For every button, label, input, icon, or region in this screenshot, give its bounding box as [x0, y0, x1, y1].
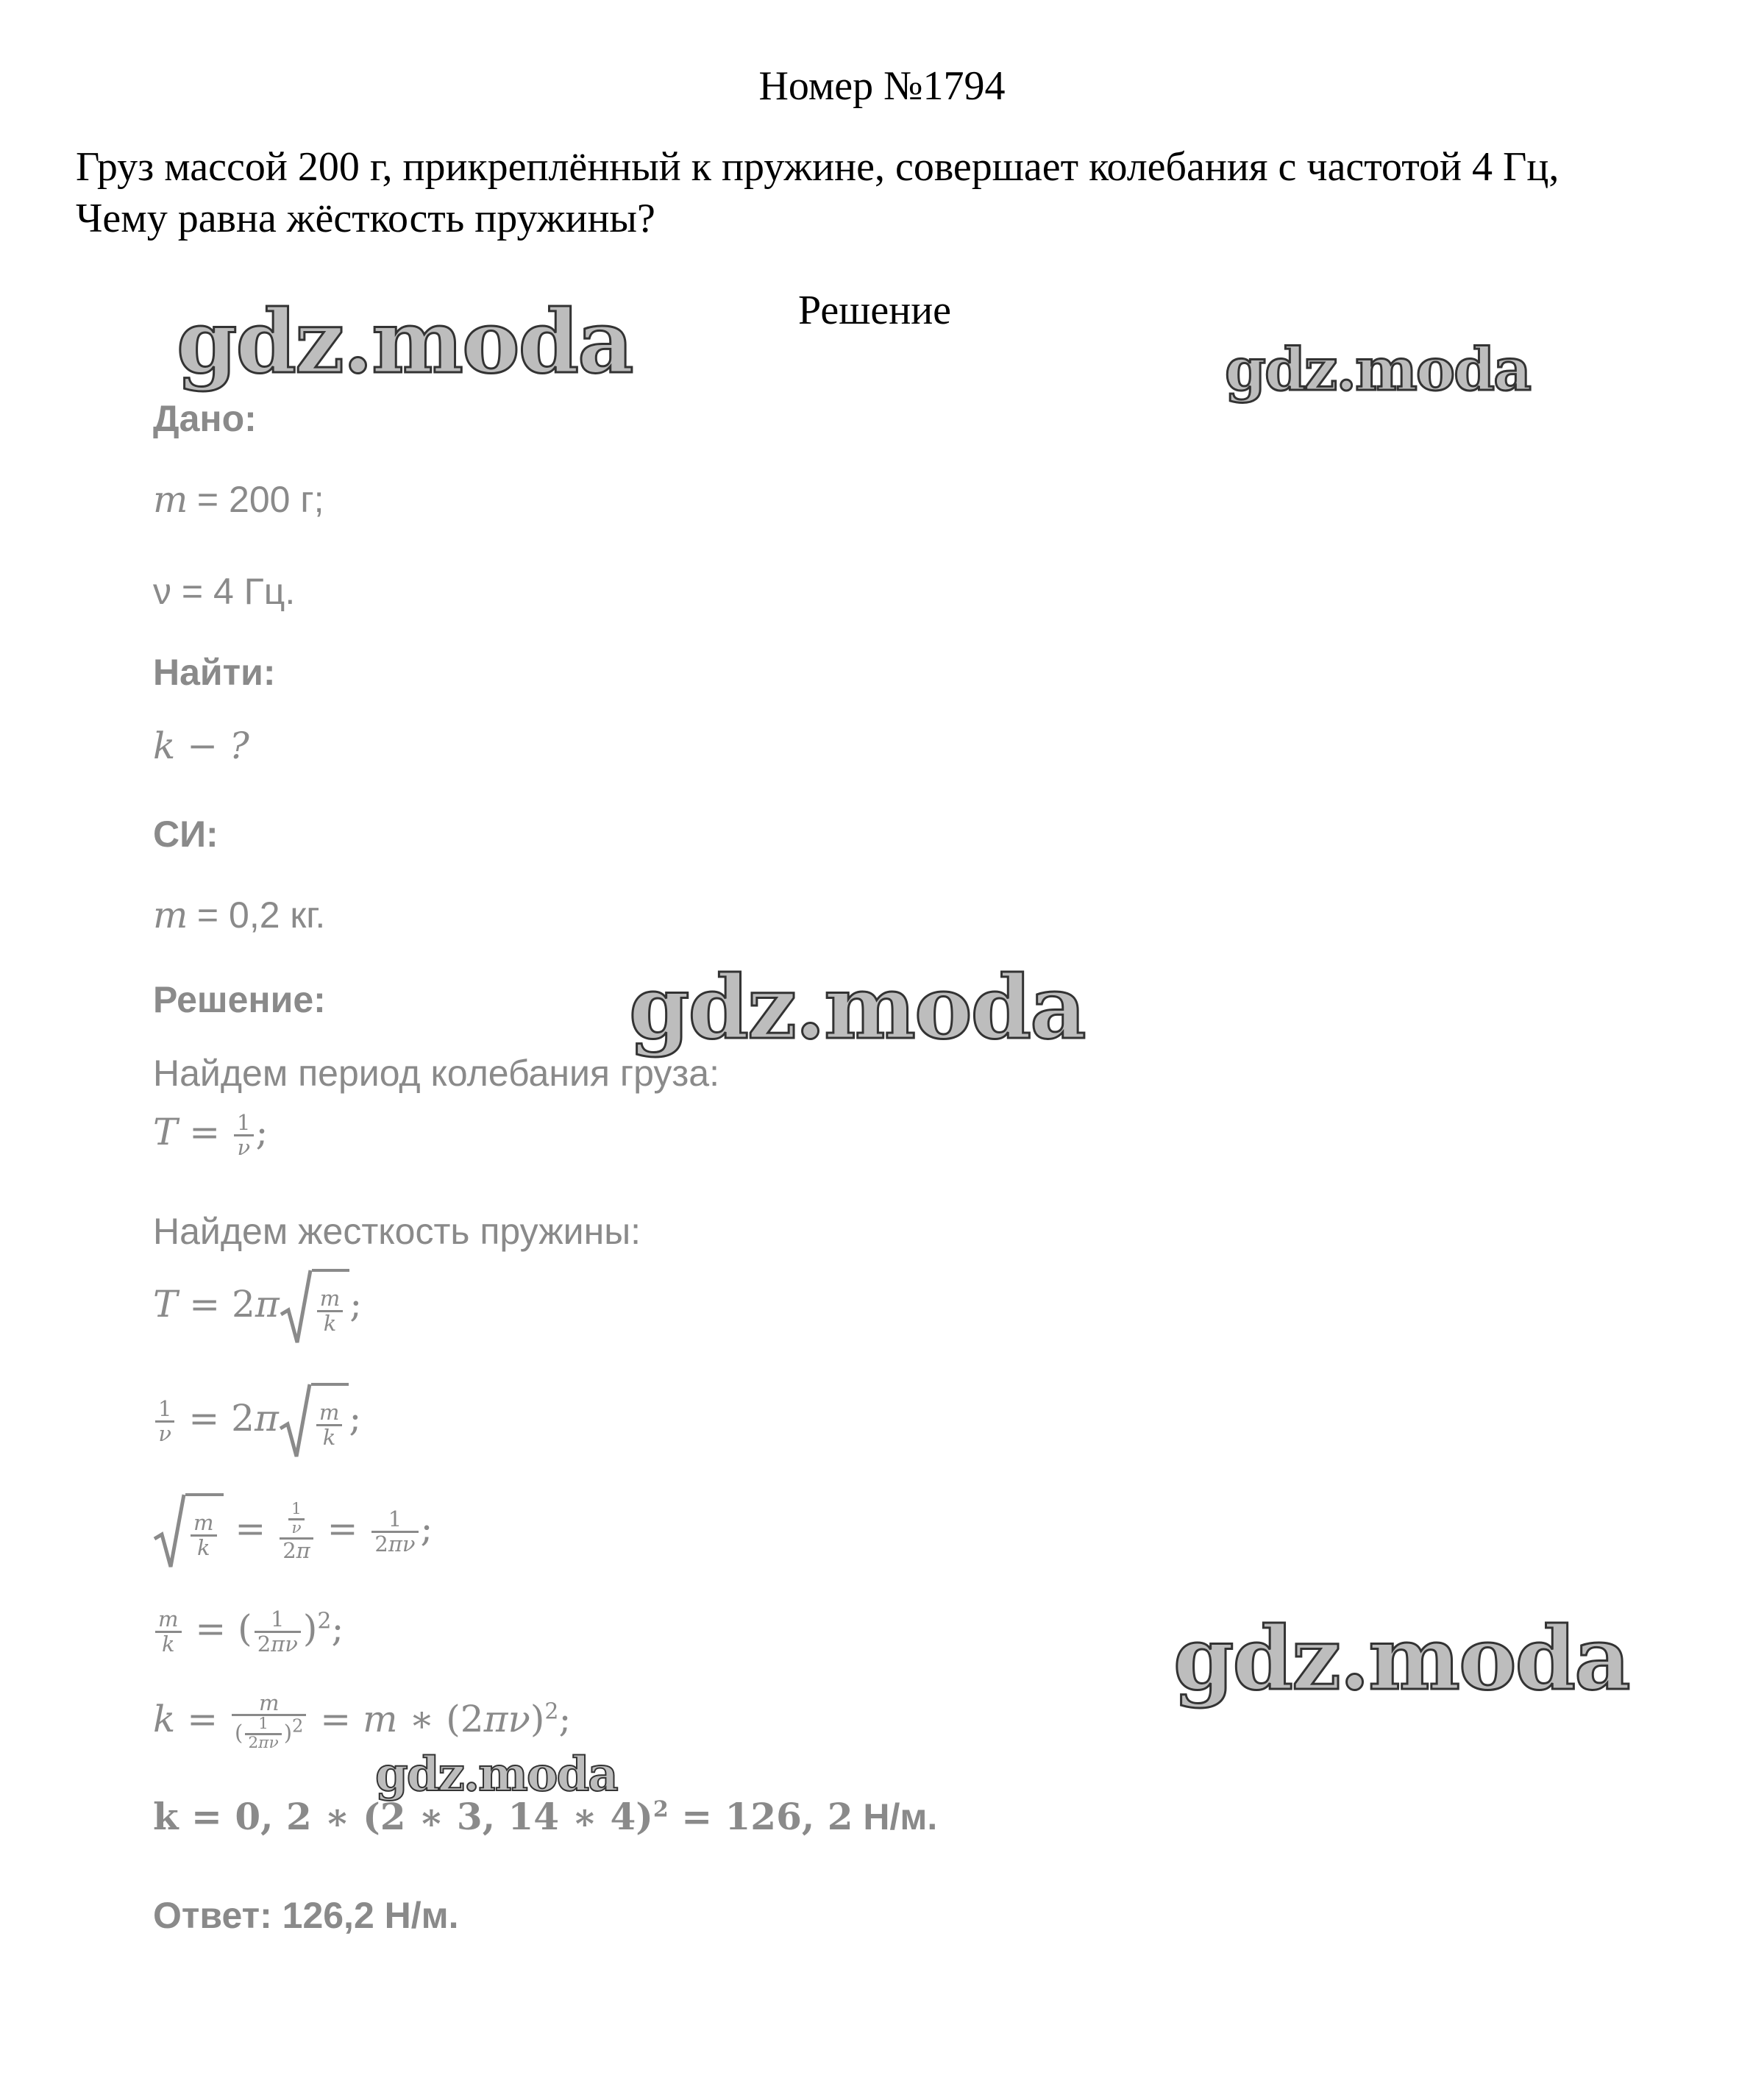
- sqrt-sign: $\frac{m}{k}$: [279, 1383, 349, 1459]
- sqrt-sign: $\frac{m}{k}$: [280, 1269, 350, 1345]
- result-unit: Н/м.: [853, 1796, 938, 1837]
- formula-period: T = $\frac{1}{\nu}$ ;: [153, 1110, 268, 1160]
- solution-step-period: Найдем период колебания груза:: [153, 1053, 719, 1094]
- problem-text-line-1: Груз массой 200 г, прикреплённый к пружине, совершает колебания с частотой 4 Гц,: [76, 144, 1559, 190]
- si-label: СИ:: [153, 814, 218, 855]
- given-frequency: ν = 4 Гц.: [153, 571, 296, 612]
- solution-label: Решение:: [153, 979, 326, 1020]
- mass-symbol: m: [153, 478, 188, 521]
- solution-heading: Решение: [798, 288, 952, 333]
- formula-substitute: $\frac{1}{\nu}$ = 2π $\frac{m}{k}$ ;: [153, 1383, 361, 1459]
- find-label: Найти:: [153, 652, 276, 693]
- formula-result: k = 0, 2 ∗ (2 ∗ 3, 14 ∗ 4)$^2$ = 126, 2 Н/м.: [153, 1795, 938, 1838]
- answer-text: Ответ: 126,2 Н/м.: [153, 1895, 459, 1936]
- result-value: = 126, 2: [668, 1795, 853, 1838]
- watermark: gdz.moda: [629, 956, 1085, 1058]
- given-mass: [153, 478, 324, 521]
- mass-symbol: m: [153, 894, 188, 936]
- given-label: Дано:: [153, 398, 257, 439]
- watermark: gdz.moda: [1173, 1607, 1629, 1709]
- watermark: gdz.moda: [1225, 335, 1530, 404]
- si-mass: [153, 894, 325, 936]
- find-unknown: k − ?: [153, 725, 249, 767]
- given-mass-value: = 200 г;: [196, 479, 324, 520]
- solution-step-stiffness: Найдем жесткость пружины:: [153, 1211, 641, 1252]
- result-expression: k = 0, 2 ∗ (2 ∗ 3, 14 ∗ 4): [153, 1795, 653, 1838]
- page-title: Номер №1794: [758, 63, 1006, 109]
- si-mass-value: = 0,2 кг.: [196, 894, 326, 936]
- watermark: gdz.moda: [177, 291, 633, 393]
- watermark: gdz.moda: [375, 1747, 617, 1802]
- formula-square: $\frac{m}{k}$ = ( $\frac{1}{2\pi\nu}$ )$^2$;: [153, 1607, 344, 1655]
- formula-isolate-root: $\frac{m}{k}$ = $\frac{\frac{1}{\nu}}{2\pi}$ = $\frac{1}{2\pi\nu}$ ;: [153, 1493, 433, 1570]
- problem-text-line-2: Чему равна жёсткость пружины?: [76, 196, 655, 241]
- formula-stiffness: k = m ( $\frac{1}{2\pi\nu}$ )$^2$ = m ∗ $(2\pi\nu)^2$;: [153, 1690, 572, 1753]
- formula-period-spring: T = 2π $\frac{m}{k}$ ;: [153, 1269, 362, 1345]
- sqrt-sign: $\frac{m}{k}$: [153, 1493, 224, 1570]
